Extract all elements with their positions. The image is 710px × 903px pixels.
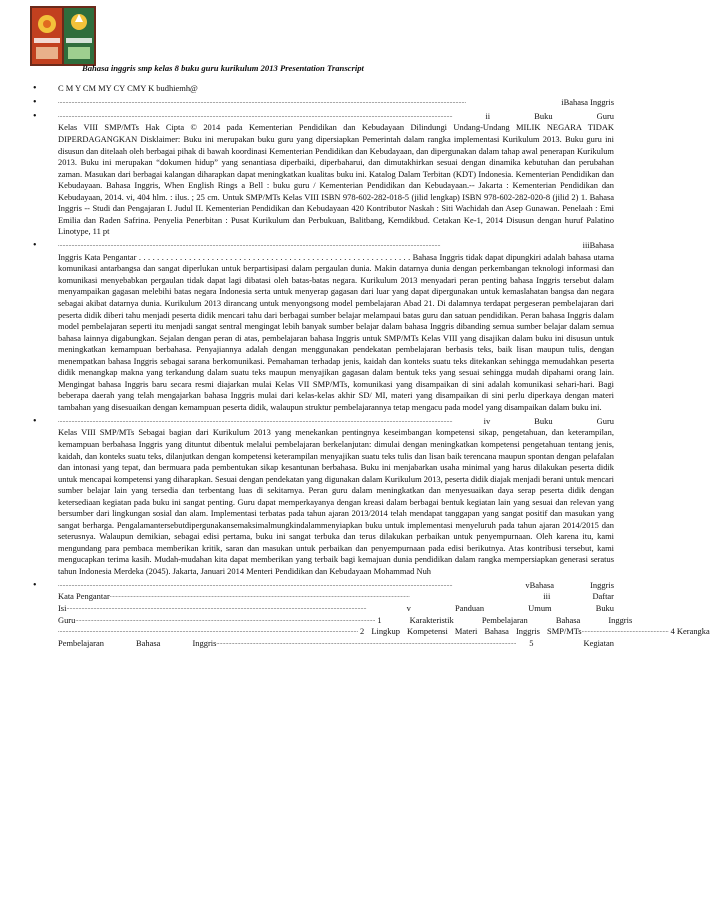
list-item [58,97,614,109]
toc-post: v Panduan Umum Buku [406,603,614,614]
list-item [58,240,614,413]
book-cover-logo [26,0,100,70]
toc-line [58,97,614,109]
toc-line [58,591,614,603]
toc-post: 1 Karakteristik Pembelajaran Bahasa Inggris [377,614,633,625]
dot-leader: • ....................................................................................................................................................................................................................................................................... [58,417,453,424]
toc-line [58,626,710,638]
toc-line [58,416,614,428]
toc-post: iii Daftar [543,591,614,602]
toc-pre: Pembelajaran Bahasa Inggris [58,637,217,648]
toc-line [58,580,614,592]
toc-line [58,603,614,615]
dot-leader: • ....................................................................................................................................................................................................................................................................... [58,581,453,588]
dot-leader: .......................................................... [581,628,669,635]
toc-pre: Guru [58,614,76,625]
dot-leader: ........................................................................................................................................................................................................ [109,593,410,600]
item-tail: iiiBahasa [582,240,614,251]
item-tail: iBahasa Inggris [561,96,614,107]
item-text: Kelas VIII SMP/MTs Sebagai bagian dari Kurikulum 2013 yang menekankan pentingnya keseimbangan kompetensi sikap, pengetahuan, dan keterampilan, kemampuan berbahasa Inggris yang dituntut dibentuk melalui pembelajaran berkelanjutan: dimulai dengan meningkatkan kompetensi pengetahuan tentang jenis, kaidah, dan konteks suatu teks, dilanjutkan dengan kompetensi keterampilan menyajikan suatu teks tulis dan lisan baik terencana maupun spontan dengan pelafalan dan intonasi yang tepat, dan bermuara pada pembentukan sikap kesantunan berbahasa. Buku ini menjabarkan usaha minimal yang harus dilakukan peserta didik untuk mencapai kompetensi yang diharapkan. Sesuai dengan pendekatan yang digunakan dalam Kurikulum 2013, peserta didik diajak menjadi berani untuk mencari sumber belajar lain yang tersedia dan terbentang luas di sekitarnya. Peran guru dalam meningkatkan dan menyesuaikan daya serap peserta didik dengan ketersediaan kegiatan pada buku ini sangat penting. Guru dapat memperkayanya dengan kreasi dalam berbagai bentuk kegiatan lain yang sesuai dan relevan yang bersumber dari lingkungan sosial dan alam. Implementasi terbatas pada tahun ajaran 2013/2014 telah mendapat tanggapan yang sangat positif dan masukan yang sangat berharga. Pengalamantersebutdipergunakansemaksimalmungkindalammenyiapkan buku untuk implementasi menyeluruh pada tahun ajaran 2014/2015 dan seterusnya. Walaupun demikian, sebagai edisi pertama, buku ini sangat terbuka dan terus dilakukan perbaikan untuk penyempurnaan. Oleh karena itu, kami mengundang para pembaca memberikan kritik, saran dan masukan untuk perbaikan dan penyempurnaan pada edisi berikutnya. Atas kontribusi tersebut, kami mengucapkan terima kasih. Mudah-mudahan kita dapat memberikan yang terbaik bagi kemajuan dunia pendidikan dalam rangka mempersiapkan generasi seratus tahun Indonesia Merdeka (2045). Jakarta, Januari 2014 Menteri Pendidikan dan Kebudayaan Mohammad Nuh [58,427,615,576]
item-text: Inggris Kata Pengantar . . . . . . . . . . . . . . . . . . . . . . . . . . . . . . . . . . . . . . . . . . . . . . . . . . . . . . . . . . . . Bahasa Inggris tidak dapat dipungkiri adalah bahasa utama komunikasi antarbangsa dan sangat diperlukan untuk berpartisipasi dalam pergaulan dunia. Makin datarnya dunia dengan perkembangan teknologi informasi dan komunikasi menyebabkan pergaulan tidak dapat lagi dibatasi oleh batas-batas negara. Kurikulum 2013 menyadari peran penting bahasa Inggris tersebut dalam menyampaikan gagasan melebihi batas negara Indonesia serta untuk menyerap gagasan dari luar yang dapat dipergunakan untuk kemaslahatan bangsa dan negara sebagai akibat datarnya dunia. Kurikulum 2013 dirancang untuk menyongsong model pembelajaran Abad 21. Di dalamnya terdapat pergeseran pembelajaran dari peserta didik diberi tahu menjadi peserta didik mencari tahu dari berbagai sumber belajar melampaui batas guru dan satuan pendidikan. Peran bahasa Inggris dalam model pembelajaran seperti itu menjadi sangat sentral mengingat lebih banyak sumber belajar dalam bahasa Inggris dibanding semua sumber belajar dalam semua bahasa lainnya digabungkan. Sejalan dengan peran di atas, pembelajaran bahasa Inggris untuk SMP/MTs Kelas VIII yang disajikan dalam buku ini disusun untuk meningkatkan kemampuan berbahasa. Penyajiannya adalah dengan menggunakan pendekatan pembelajaran berbasis teks, baik lisan maupun tulis, dengan menempatkan bahasa Inggris sebagai sarana berkomunikasi. Pemahaman terhadap jenis, kaidah dan konteks suatu teks ditekankan sehingga memudahkan peserta didik menangkap makna yang terkandung dalam suatu teks maupun menyajikan gagasan dalam bentuk teks yang sesuai sehingga mudah dipahami orang lain. Mengingat bahasa Inggris baru secara resmi diajarkan mulai Kelas VII SMP/MTs, komunikasi yang disampaikan di sini adalah komunikasi sehari-hari. Bagi beberapa daerah yang telah mengajarkan bahasa Inggris mulai dari kelas-kelas akhir SD/ MI, materi yang disampaikan di sini perlu diperkaya dengan materi tambahan yang disesuaikan dengan kemampuan peserta didik, walaupun struktur pembelajarannya tetap mengacu pada model yang disampaikan dalam buku ini. [58,251,614,412]
item-tail: iv Buku Guru [483,415,614,426]
toc-post: 2 Lingkup Kompetensi Materi Bahasa Inggris SMP/MTs [360,626,582,637]
toc-line [58,240,614,252]
list-item [58,83,614,95]
item-text: Kelas VIII SMP/MTs Hak Cipta © 2014 pada Kementerian Pendidikan dan Kebudayaan Dilindungi Undang-Undang MILIK NEGARA TIDAK DIPERDAGANGKAN Disklaimer: Buku ini merupakan buku guru yang dipersiapkan Pemerintah dalam rangka implementasi Kurikulum 2013. Buku guru ini disusun dan ditelaah oleh berbagai pihak di bawah koordinasi Kementerian Pendidikan dan Kebudayaan, dan dipergunakan dalam tahap awal penerapan Kurikulum 2013. Buku ini merupakan “dokumen hidup” yang senantiasa diperbaiki, diperbaharui, dan dimutakhirkan sesuai dengan dinamika kebutuhan dan perubahan zaman. Masukan dari berbagai kalangan diharapkan dapat meningkatkan kualitas buku ini. Katalog Dalam Terbitan (KDT) Indonesia. Kementerian Pendidikan dan Kebudayaan. Bahasa Inggris, When English Rings a Bell : buku guru / Kementerian Pendidikan dan Kebudayaan.-- Jakarta : Kementerian Pendidikan dan Kebudayaan, 2014. vi, 404 hlm. : ilus. ; 25 cm. Untuk SMP/MTs Kelas VIII ISBN 978-602-282-018-5 (jilid lengkap) ISBN 978-602-282-020-8 (jilid 2) 1. Bahasa Inggris -- Studi dan Pengajaran I. Judul II. Kementerian Pendidikan dan Kebudayaan 420 Kontributor Naskah : Siti Wachidah dan Asep Gunawan. Penelaah : Emi Emilia dan Raden Safrina. Penyelia Penerbitan : Pusat Kurikulum dan Perbukuan, Balitbang, Kemdikbud. Cetakan Ke-1, 2014 Disusun dengan huruf Palatino Linotype, 11 pt [58,122,614,237]
dot-leader: ........................................................................................................................................................................................................ [75,616,376,623]
dot-leader: ........................................................................................................................................................................................................ [58,628,358,635]
toc-line [58,111,614,123]
dot-leader: • ................................................................................................................................................................................................................................................................................ [58,98,466,105]
dot-leader: ........................................................................................................................................................................................................ [66,605,367,612]
toc-post: 5 Kegiatan [529,637,614,648]
page-title: Bahasa inggris smp kelas 8 buku guru kurikulum 2013 Presentation Transcript [82,63,364,73]
dot-leader: • ....................................................................................................................................................................................................................................................................... [58,112,453,119]
dot-leader: • ............................................................................................................................................................................................................................................................... [58,242,441,249]
list-item [58,579,710,649]
item-tail: ii Buku Guru [485,110,614,121]
list-item [58,416,614,578]
toc-line [58,638,614,650]
dot-leader: ........................................................................................................................................................................................................ [216,639,517,646]
toc-post: 4 Kerangka [670,626,710,637]
item-text: • C M Y CM MY CY CMY K budhiemh@ [58,83,198,93]
toc-pre: Kata Pengantar [58,591,110,602]
toc-pre: Isi [58,603,67,614]
toc-line [58,614,633,627]
item-tail: vBahasa Inggris [525,579,614,590]
transcript-list [58,83,710,652]
list-item [58,111,614,238]
